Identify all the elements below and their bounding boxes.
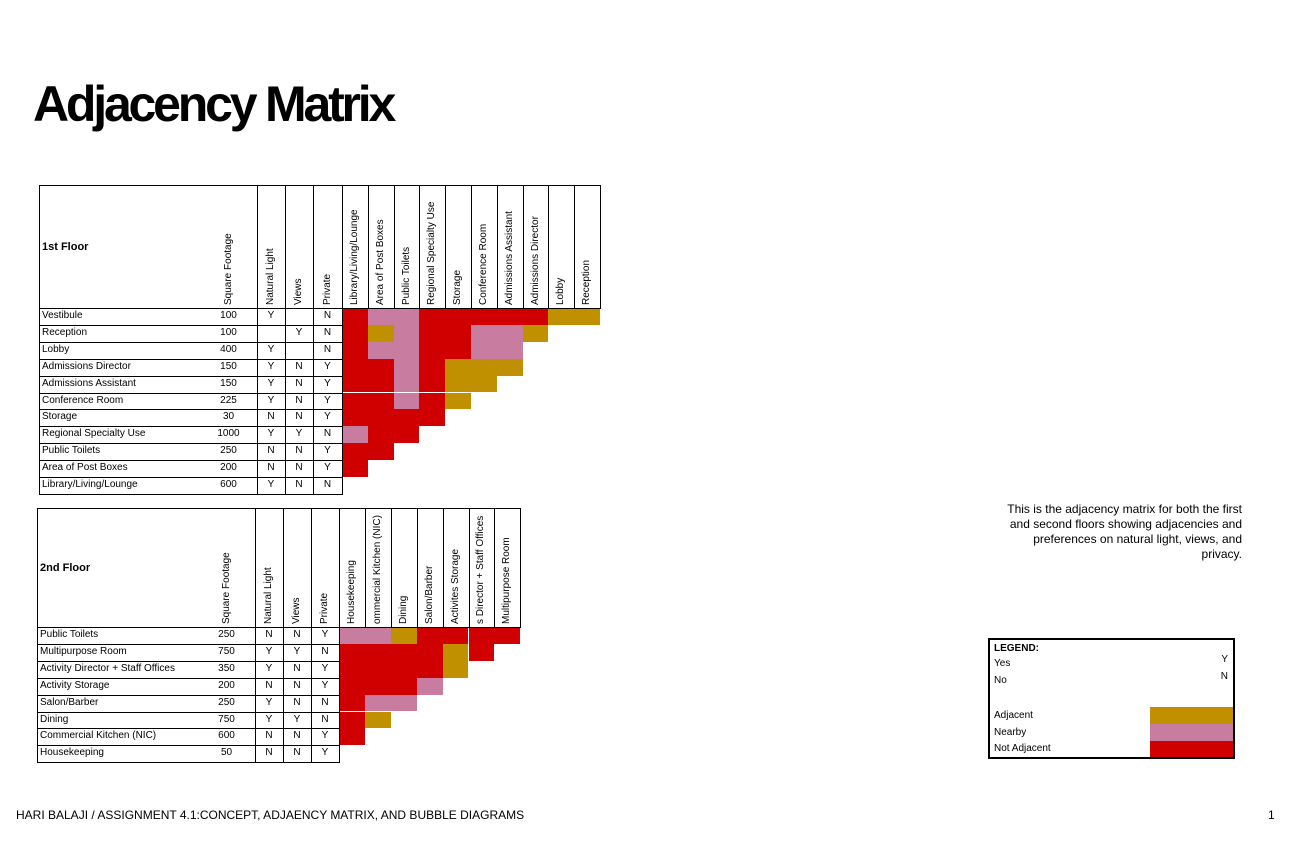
row-value — [257, 325, 285, 342]
grid-line — [391, 508, 392, 627]
space-header: Regional Specialty Use — [426, 201, 438, 305]
row-name: Library/Living/Lounge — [42, 479, 138, 490]
adjacency-cell — [342, 325, 368, 342]
adjacency-cell — [471, 376, 497, 393]
row-value: 400 — [220, 343, 237, 355]
row-value: Y — [321, 747, 329, 759]
grid-line — [445, 185, 446, 308]
adjacency-cell — [391, 644, 417, 661]
grid-line — [497, 185, 498, 308]
adjacency-cell — [497, 325, 523, 342]
adjacency-cell — [365, 627, 391, 644]
adjacency-cell — [445, 393, 471, 410]
adjacency-cell — [419, 409, 445, 426]
attr-header: Square Footage — [220, 552, 232, 624]
description-text: This is the adjacency matrix for both the first and second floors showing adjacencies and preferences on natural light, views, and privacy. — [1007, 502, 1242, 561]
row-value: N — [267, 411, 275, 423]
row-value: Y — [295, 326, 303, 338]
grid-line — [39, 393, 343, 394]
adjacency-cell — [417, 678, 443, 695]
adjacency-cell — [469, 644, 495, 661]
row-value: N — [265, 730, 273, 742]
adjacency-cell — [419, 325, 445, 342]
attr-header: Natural Light — [265, 248, 276, 305]
row-name: Dining — [40, 713, 69, 725]
floor-label: 2nd Floor — [40, 561, 91, 574]
row-value: 200 — [218, 679, 235, 691]
row-value: Y — [321, 629, 329, 640]
row-value: 350 — [218, 662, 235, 674]
adjacency-cell — [339, 712, 365, 729]
row-value: Y — [267, 479, 275, 490]
adjacency-cell — [368, 342, 394, 359]
row-value: Y — [324, 394, 331, 406]
grid-line — [342, 185, 343, 494]
adjacency-cell — [339, 695, 365, 712]
second-floor-matrix — [37, 508, 521, 762]
adjacency-cell — [391, 678, 417, 695]
adjacency-cell — [548, 308, 574, 325]
grid-line — [37, 627, 521, 628]
row-value: 600 — [220, 479, 237, 490]
grid-line — [471, 185, 472, 308]
grid-line — [39, 325, 343, 326]
row-value: Y — [267, 377, 275, 389]
space-header: Reception — [581, 259, 593, 305]
adjacency-cell — [342, 460, 368, 477]
adjacency-cell — [419, 308, 445, 325]
row-value: Y — [293, 713, 301, 725]
grid-line — [520, 508, 521, 627]
grid-line — [37, 508, 520, 509]
row-value: 225 — [220, 394, 237, 406]
row-value: N — [267, 462, 275, 474]
adjacency-cell — [368, 426, 394, 443]
space-header: Dining — [397, 595, 409, 624]
adjacency-cell — [574, 308, 600, 325]
grid-line — [37, 728, 340, 729]
row-name: Conference Room — [42, 394, 124, 406]
row-value: N — [323, 428, 332, 440]
attr-header: Private — [321, 273, 333, 305]
row-name: Area of Post Boxes — [42, 462, 128, 474]
grid-line — [39, 308, 601, 309]
first-floor-matrix — [39, 185, 600, 495]
grid-line — [37, 661, 340, 662]
grid-line — [39, 494, 343, 495]
adjacency-cell — [394, 325, 420, 342]
adjacency-cell — [394, 308, 420, 325]
adjacency-cell — [469, 627, 495, 644]
adjacency-cell — [368, 409, 394, 426]
adjacency-cell — [365, 678, 391, 695]
adjacency-cell — [394, 359, 420, 376]
row-value: Y — [267, 310, 275, 321]
row-value: N — [293, 629, 301, 640]
grid-line — [313, 185, 314, 494]
row-name: Housekeeping — [40, 747, 104, 759]
row-value: Y — [265, 662, 273, 674]
space-header: ommercial Kitchen (NIC) — [371, 515, 383, 624]
grid-line — [469, 508, 470, 627]
legend-yes-label: Yes — [994, 658, 1011, 669]
row-value: 100 — [220, 326, 237, 338]
adjacency-cell — [394, 393, 420, 410]
row-name: Activity Director + Staff Offices — [40, 662, 175, 674]
row-value: N — [321, 696, 329, 708]
grid-line — [600, 185, 601, 308]
legend-adjacent-label: Adjacent — [994, 710, 1033, 721]
grid-line — [417, 508, 418, 627]
row-value: N — [265, 629, 273, 640]
row-value: Y — [265, 696, 273, 708]
space-header: Admissions Assistant — [503, 211, 515, 305]
adjacency-cell — [494, 627, 520, 644]
row-value: N — [293, 696, 301, 708]
grid-line — [37, 712, 340, 713]
adjacency-cell — [417, 627, 443, 644]
row-value — [285, 342, 313, 359]
row-name: Regional Specialty Use — [42, 428, 146, 440]
adjacency-cell — [365, 661, 391, 678]
row-value: 750 — [218, 713, 235, 725]
row-value: 600 — [218, 730, 235, 742]
adjacency-cell — [342, 308, 368, 325]
adjacency-cell — [342, 426, 368, 443]
row-value: Y — [324, 445, 331, 457]
row-value: N — [267, 445, 275, 457]
adjacency-cell — [523, 325, 549, 342]
grid-line — [37, 762, 340, 763]
adjacency-cell — [471, 325, 497, 342]
adjacency-cell — [342, 359, 368, 376]
adjacency-cell — [394, 426, 420, 443]
legend-title: LEGEND: — [994, 643, 1039, 654]
adjacency-cell — [471, 308, 497, 325]
grid-line — [39, 409, 343, 410]
row-value: N — [295, 445, 303, 457]
row-value: Y — [324, 462, 331, 474]
row-name: Storage — [42, 411, 78, 423]
adjacency-cell — [445, 359, 471, 376]
row-name: Salon/Barber — [40, 696, 99, 708]
adjacency-cell — [443, 627, 469, 644]
row-value: 250 — [218, 629, 235, 640]
adjacency-cell — [339, 644, 365, 661]
adjacency-cell — [391, 627, 417, 644]
row-value: N — [295, 394, 303, 406]
adjacency-cell — [523, 308, 549, 325]
space-header: s Director + Staff Offices — [475, 515, 487, 624]
legend-no-symbol: N — [1220, 671, 1228, 682]
space-header: Library/Living/Lounge — [348, 209, 360, 305]
grid-line — [494, 508, 495, 627]
adjacency-cell — [497, 342, 523, 359]
legend-adjacent-swatch — [1150, 707, 1233, 724]
adjacency-cell — [445, 325, 471, 342]
grid-line — [368, 185, 369, 308]
grid-line — [443, 508, 444, 627]
attr-header: Natural Light — [263, 567, 274, 624]
grid-line — [283, 508, 284, 762]
grid-line — [257, 185, 258, 494]
adjacency-cell — [471, 342, 497, 359]
grid-line — [39, 185, 600, 186]
grid-line — [285, 185, 286, 494]
row-value: 750 — [218, 645, 235, 657]
adjacency-cell — [443, 661, 469, 678]
adjacency-cell — [394, 409, 420, 426]
row-value: Y — [265, 645, 273, 657]
row-value: N — [321, 713, 329, 725]
row-value: 200 — [220, 462, 237, 474]
row-name: Public Toilets — [42, 445, 101, 457]
floor-label: 1st Floor — [42, 240, 89, 253]
grid-line — [394, 185, 395, 308]
grid-line — [39, 359, 343, 360]
row-name: Reception — [42, 326, 88, 338]
adjacency-cell — [342, 393, 368, 410]
row-value: Y — [321, 679, 329, 691]
row-value: Y — [295, 428, 303, 440]
space-header: Salon/Barber — [423, 565, 435, 624]
row-value: N — [293, 662, 301, 674]
space-header: Activites Storage — [449, 548, 461, 624]
adjacency-cell — [339, 678, 365, 695]
row-value: Y — [321, 662, 329, 674]
attr-header: Square Footage — [222, 233, 234, 305]
row-name: Vestibule — [42, 310, 83, 321]
adjacency-cell — [342, 443, 368, 460]
adjacency-cell — [394, 376, 420, 393]
adjacency-cell — [497, 359, 523, 376]
grid-line — [39, 443, 343, 444]
adjacency-cell — [365, 644, 391, 661]
grid-line — [39, 426, 343, 427]
page-number: 1 — [1268, 808, 1275, 822]
row-name: Activity Storage — [40, 679, 110, 691]
adjacency-cell — [368, 359, 394, 376]
adjacency-cell — [391, 661, 417, 678]
grid-line — [39, 376, 343, 377]
grid-line — [37, 644, 340, 645]
adjacency-cell — [419, 393, 445, 410]
row-value: 250 — [218, 696, 235, 708]
adjacency-cell — [471, 359, 497, 376]
space-header: Lobby — [555, 277, 567, 305]
row-name: Admissions Director — [42, 360, 131, 372]
row-value: 150 — [220, 360, 237, 372]
footer-text: HARI BALAJI / ASSIGNMENT 4.1:CONCEPT, ADJAENCY MATRIX, AND BUBBLE DIAGRAMS — [16, 808, 525, 822]
grid-line — [37, 678, 340, 679]
legend-nearby-label: Nearby — [994, 727, 1027, 738]
adjacency-cell — [443, 644, 469, 661]
grid-line — [339, 508, 340, 762]
row-value: 1000 — [217, 428, 240, 440]
row-name: Admissions Assistant — [42, 377, 136, 389]
adjacency-cell — [368, 443, 394, 460]
adjacency-cell — [419, 359, 445, 376]
grid-line — [548, 185, 549, 308]
row-value: Y — [267, 428, 275, 440]
row-value: N — [323, 310, 332, 321]
row-value: N — [293, 679, 301, 691]
grid-line — [574, 185, 575, 308]
row-value: N — [295, 411, 303, 423]
row-name: Public Toilets — [40, 629, 99, 640]
legend-box — [988, 638, 1235, 759]
adjacency-cell — [368, 325, 394, 342]
row-value: Y — [267, 343, 275, 355]
grid-line — [37, 745, 340, 746]
legend-not-adjacent-label: Not Adjacent — [994, 743, 1051, 754]
space-header: Public Toilets — [400, 246, 412, 305]
adjacency-cell — [339, 728, 365, 745]
row-value: N — [321, 645, 329, 657]
grid-line — [37, 508, 38, 762]
grid-line — [523, 185, 524, 308]
adjacency-cell — [394, 342, 420, 359]
row-name: Lobby — [42, 343, 70, 355]
attr-header: Private — [319, 592, 330, 624]
grid-line — [39, 342, 343, 343]
legend-not-adjacent-swatch — [1150, 741, 1233, 757]
row-value: Y — [324, 377, 331, 389]
row-value: N — [265, 679, 273, 691]
space-header: Admissions Director — [529, 216, 541, 305]
adjacency-cell — [419, 342, 445, 359]
adjacency-cell — [365, 695, 391, 712]
space-header: Storage — [452, 269, 464, 305]
row-value: N — [323, 326, 332, 338]
row-value: Y — [324, 411, 331, 423]
row-value — [285, 308, 313, 325]
adjacency-cell — [368, 376, 394, 393]
row-value: 30 — [222, 411, 235, 423]
adjacency-cell — [342, 409, 368, 426]
row-value: N — [265, 747, 273, 759]
row-value: N — [323, 343, 332, 355]
adjacency-cell — [417, 644, 443, 661]
row-value: N — [295, 377, 303, 389]
row-value: Y — [265, 713, 273, 725]
grid-line — [365, 508, 366, 627]
grid-line — [39, 185, 40, 494]
row-value: N — [293, 747, 301, 759]
adjacency-cell — [445, 376, 471, 393]
space-header: Conference Room — [477, 223, 489, 305]
adjacency-cell — [339, 661, 365, 678]
row-value: N — [295, 479, 303, 490]
row-name: Multipurpose Room — [40, 645, 127, 657]
adjacency-cell — [497, 308, 523, 325]
row-value: N — [295, 360, 303, 372]
adjacency-cell — [391, 695, 417, 712]
row-value: N — [293, 730, 301, 742]
grid-line — [255, 508, 256, 762]
grid-line — [39, 477, 343, 478]
grid-line — [311, 508, 312, 762]
adjacency-cell — [365, 712, 391, 729]
adjacency-cell — [417, 661, 443, 678]
row-value: N — [323, 479, 332, 490]
grid-line — [419, 185, 420, 308]
adjacency-cell — [368, 393, 394, 410]
page-title: Adjacency Matrix — [33, 76, 394, 132]
row-value: Y — [321, 730, 329, 742]
row-name: Commercial Kitchen (NIC) — [40, 730, 157, 742]
attr-header: Views — [293, 278, 304, 305]
legend-no-label: No — [994, 675, 1007, 686]
grid-line — [37, 695, 340, 696]
attr-header: Views — [291, 597, 302, 624]
space-header: Housekeeping — [345, 560, 357, 624]
row-value: N — [295, 462, 303, 474]
adjacency-cell — [368, 308, 394, 325]
legend-yes-symbol: Y — [1221, 654, 1228, 665]
row-value: 150 — [220, 377, 237, 389]
row-value: 50 — [220, 747, 233, 759]
row-value: Y — [267, 394, 275, 406]
row-value: 100 — [220, 310, 237, 321]
adjacency-cell — [342, 342, 368, 359]
adjacency-cell — [445, 308, 471, 325]
adjacency-cell — [445, 342, 471, 359]
grid-line — [39, 460, 343, 461]
row-value: Y — [293, 645, 301, 657]
row-value: 250 — [220, 445, 237, 457]
legend-nearby-swatch — [1150, 724, 1233, 741]
adjacency-cell — [342, 376, 368, 393]
space-header: Area of Post Boxes — [374, 219, 386, 305]
row-value: Y — [267, 360, 275, 372]
space-header: Multipurpose Room — [501, 537, 513, 624]
adjacency-cell — [339, 627, 365, 644]
row-value: Y — [324, 360, 331, 372]
adjacency-cell — [419, 376, 445, 393]
